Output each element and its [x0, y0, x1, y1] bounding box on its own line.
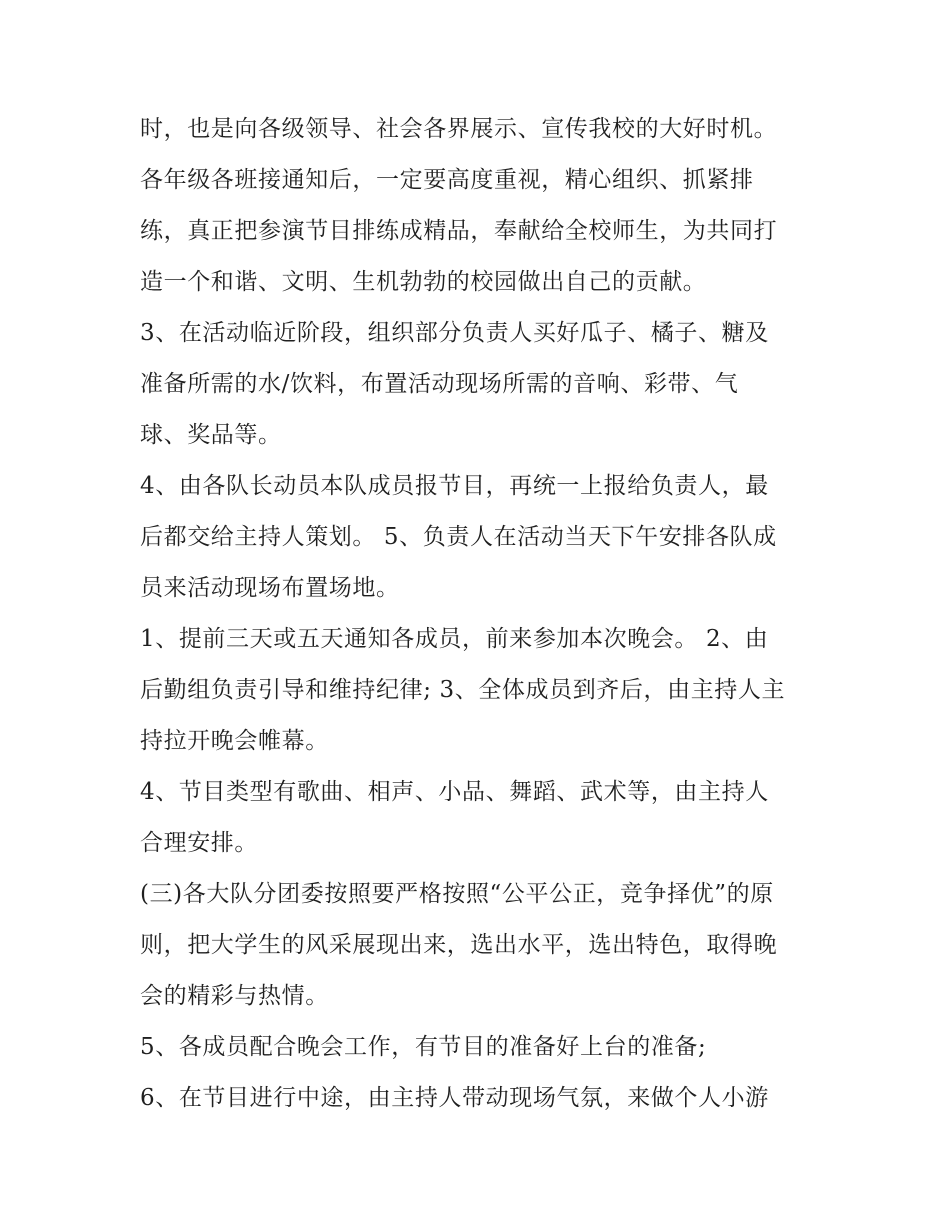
document-body	[140, 104, 830, 1124]
text-line: 造一个和谐、文明、生机勃勃的校园做出自己的贡献。	[140, 269, 707, 295]
text-line: 后都交给主持人策划。 5、负责人在活动当天下午安排各队成	[140, 524, 777, 550]
text-line: 4、由各队长动员本队成员报节目，再统一上报给负责人，最	[140, 473, 769, 499]
text-line: 后勤组负责引导和维持纪律; 3、全体成员到齐后，由主持人主	[140, 677, 786, 703]
text-line: 员来活动现场布置场地。	[140, 575, 400, 601]
text-line: 则，把大学生的风采展现出来，选出水平，选出特色，取得晚	[140, 932, 778, 958]
text-line: 会的精彩与热情。	[140, 983, 329, 1009]
text-line: 4、节目类型有歌曲、相声、小品、舞蹈、武术等，由主持人	[140, 779, 769, 805]
text-line: 时，也是向各级领导、社会各界展示、宣传我校的大好时机。	[140, 116, 778, 142]
text-line: 合理安排。	[140, 830, 258, 856]
text-line: 准备所需的水/饮料，布置活动现场所需的音响、彩带、气	[140, 371, 739, 397]
text-line: 各年级各班接通知后，一定要高度重视，精心组织、抓紧排	[140, 167, 754, 193]
text-line: 持拉开晚会帷幕。	[140, 728, 329, 754]
text-line: 3、在活动临近阶段，组织部分负责人买好瓜子、橘子、糖及	[140, 320, 769, 346]
text-line: 1、提前三天或五天通知各成员，前来参加本次晚会。 2、由	[140, 626, 769, 652]
text-line: 练，真正把参演节目排练成精品，奉献给全校师生，为共同打	[140, 218, 778, 244]
text-line: 5、各成员配合晚会工作，有节目的准备好上台的准备;	[140, 1034, 707, 1060]
text-line: 球、奖品等。	[140, 422, 282, 448]
text-line: (三)各大队分团委按照要严格按照“公平公正，竞争择优”的原	[140, 881, 774, 907]
text-line: 6、在节目进行中途，由主持人带动现场气氛，来做个人小游	[140, 1085, 769, 1111]
